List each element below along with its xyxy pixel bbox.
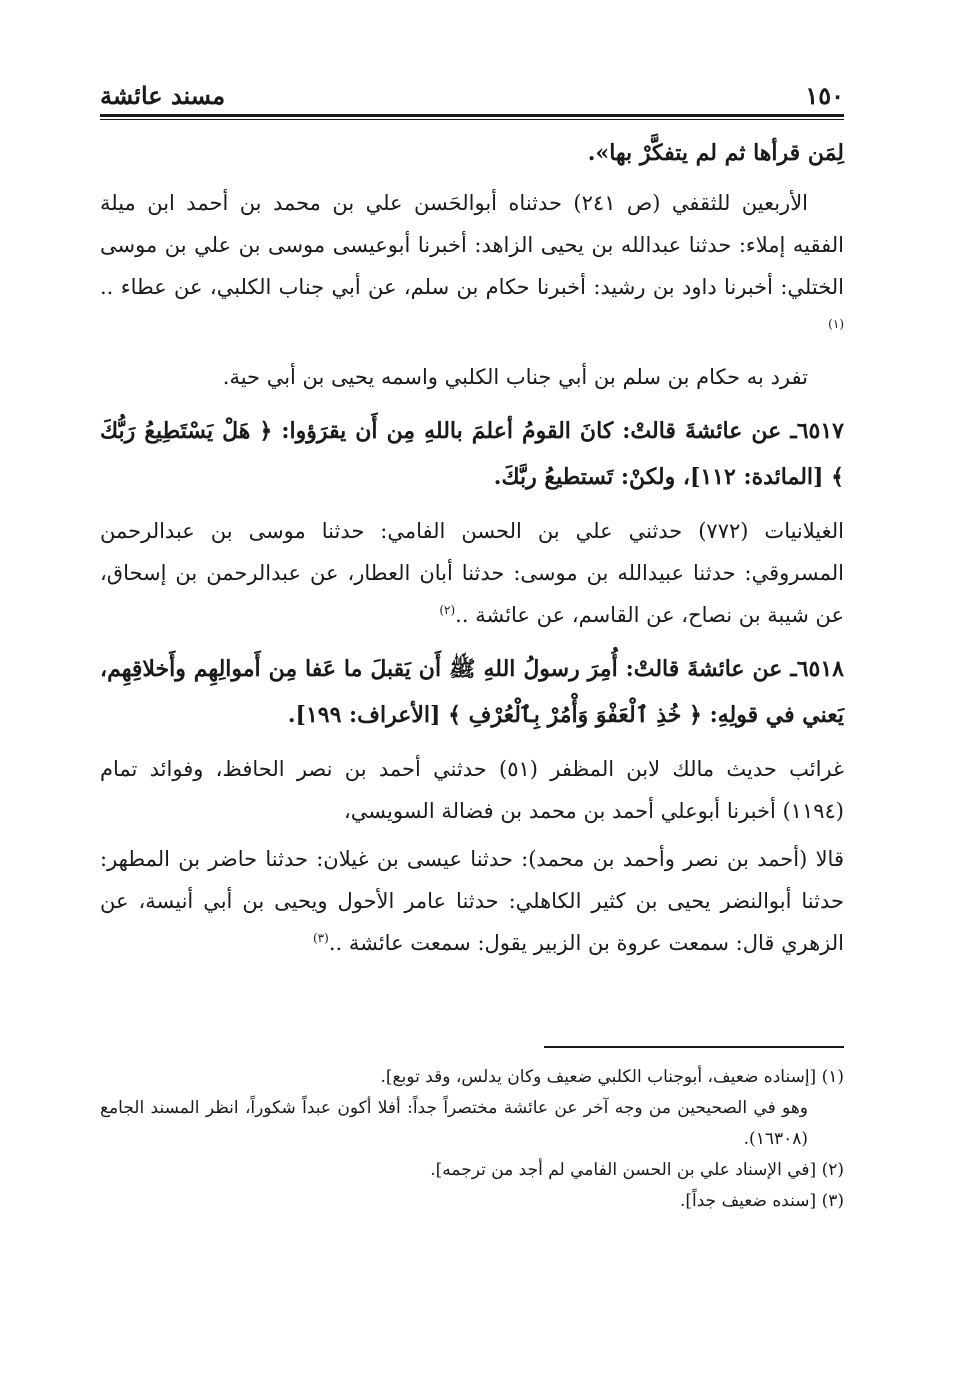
footnote-1-continuation: وهو في الصحيحين من وجه آخر عن عائشة مختصراً جداً: أفلا أكون عبداً شكوراً، انظر المسند الجامع (١٦٣٠٨). [100,1098,808,1149]
hadith-ending: لِمَن قرأها ثم لم يتفكَّرْ بها». [587,140,844,166]
footnotes [100,1062,844,1217]
page-header [100,72,844,110]
source-paragraph: غرائب حديث مالك لابن المظفر (٥١) حدثني أحمد بن نصر الحافظ، وفوائد تمام (١١٩٤) أخبرنا أبوعلي أحمد بن محمد بن فضالة السويسي، [100,757,844,823]
source-paragraph [100,838,844,964]
footnote-1: (١) [إسناده ضعيف، أبوجناب الكلبي ضعيف وكان يدلس، وقد توبع]. [380,1067,844,1087]
remark-paragraph: تفرد به حكام بن سلم بن أبي جناب الكلبي واسمه يحيى بن أبي حية. [222,365,808,389]
footnote-ref: (٣) [312,931,329,945]
header-rule-thin [100,119,844,120]
footnote-ref: (٢) [439,603,456,617]
hadith-6518: ٦٥١٨ـ عن عائشةَ قالتْ: أُمِرَ رسولُ اللهِ ﷺ أَن يَقبلَ ما عَفا مِن أَموالِهِم وأَخلاقِهِم، يَعني في قولِهِ: ﴿ خُذِ ٱلْعَفْوَ وَأْمُرْ بِٱلْعُرْفِ ﴾ [الأعراف: ١٩٩]. [100,656,844,728]
page-number: ١٥٠ [805,81,844,110]
footnote-2: (٢) [في الإسناد علي بن الحسن الفامي لم أجد من ترجمه]. [430,1160,844,1180]
footnote-3: (٣) [سنده ضعيف جداً]. [679,1191,844,1211]
running-title: مسند عائشة [100,81,226,110]
footnote-separator [544,1046,844,1048]
source-text: الأربعين للثقفي (ص ٢٤١) حدثناه أبوالحَسن علي بن محمد بن أحمد ابن ميلة الفقيه إملاء: حدثنا عبدالله بن يحيى الزاهد: أخبرنا أبوعيسى موسى بن علي بن موسى الختلي: أخبرنا داود بن رشيد: أخبرنا حكام بن سلم، عن أبي جناب الكلبي، عن عطاء .. [100,191,844,299]
source-paragraph [100,182,844,350]
footnote-ref: (١) [828,317,844,331]
source-text: قالا (أحمد بن نصر وأحمد بن محمد): حدثنا عيسى بن غيلان: حدثنا حاضر بن المطهر: حدثنا أبوالنضر يحيى بن كثير الكاهلي: حدثنا عامر الأحول ويحيى بن أبي أنيسة، عن الزهري قال: سمعت عروة بن الزبير يقول: سمعت عائشة .. [100,847,844,955]
header-rule [100,114,844,117]
hadith-6517: ٦٥١٧ـ عن عائشةَ قالتْ: كانَ القومُ أعلمَ باللهِ مِن أَن يقرَؤوا: ﴿ هَلْ يَسْتَطِيعُ رَبُّكَ ﴾ [المائدة: ١١٢]، ولكنْ: تَستطيعُ ربَّكَ. [100,418,844,490]
source-text: الغيلانيات (٧٧٢) حدثني علي بن الحسن الفامي: حدثنا موسى بن عبدالرحمن المسروقي: حدثنا عبيدالله بن موسى: حدثنا أبان العطار، عن عبدالرحمن بن إسحاق، عن شيبة بن نصاح، عن القاسم، عن عائشة .. [100,519,845,627]
main-text [100,130,844,964]
source-paragraph [100,510,844,636]
